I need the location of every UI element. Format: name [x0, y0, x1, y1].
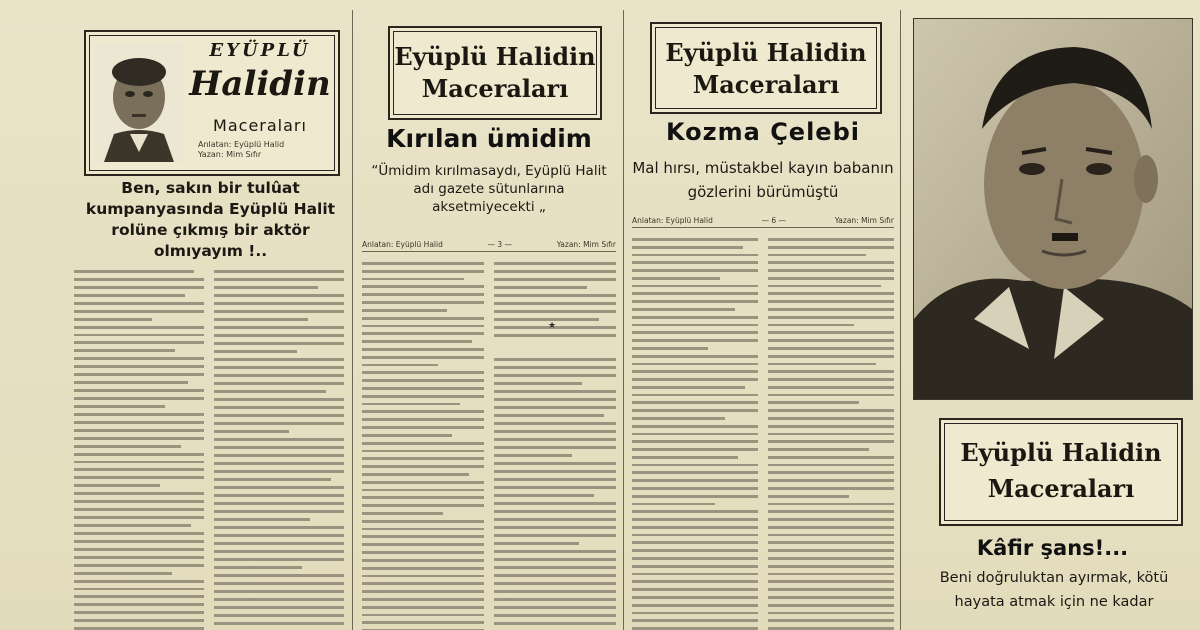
byline-number: — 3 —	[487, 240, 513, 249]
byline	[632, 216, 894, 228]
byline-number: — 6 —	[761, 216, 787, 225]
section-star: ★	[548, 321, 557, 331]
masthead-line3: Maceraları	[213, 116, 307, 135]
column-rule	[623, 10, 624, 630]
masthead-line2: Halidin	[189, 64, 331, 104]
article-lede: Beni doğruluktan ayırmak, kötü hayata atmak için ne kadar	[939, 570, 1169, 610]
masthead-line1: EYÜPLÜ	[209, 40, 311, 61]
clipping-column-1	[68, 18, 348, 630]
masthead-line2: Maceraları	[421, 74, 569, 103]
byline-anlatan: Anlatan: Eyüplü Halid	[362, 240, 443, 249]
byline-anlatan: Anlatan: Eyüplü Halid	[198, 140, 285, 149]
article-lede: Mal hırsı, müstakbel kayın babanın gözlerini bürümüştü	[632, 159, 894, 201]
portrait-photo	[94, 42, 184, 162]
masthead-line2: Maceraları	[987, 474, 1135, 503]
masthead-line1: Eyüplü Halidin	[960, 438, 1162, 467]
masthead-line1: Eyüplü Halidin	[394, 42, 596, 71]
article-body-text	[362, 262, 616, 630]
byline-anlatan: Anlatan: Eyüplü Halid	[632, 216, 713, 225]
clipping-column-3	[628, 18, 898, 630]
article-headline: Kozma Çelebi	[666, 118, 860, 146]
masthead-line2: Maceraları	[692, 70, 840, 99]
masthead-box	[939, 418, 1183, 526]
byline-yazan: Yazan: Mim Sıfır	[198, 150, 262, 159]
article-lede: Ben, sakın bir tulûat kumpanyasında Eyüplü Halit rolüne çıkmış bir aktör olmıyayım !..	[85, 179, 336, 260]
article-quote: “Ümidim kırılmasaydı, Eyüplü Halit adı gazete sütunlarına aksetmiyecekti „	[371, 163, 607, 215]
portrait-photo-large	[913, 18, 1193, 400]
article-headline: Kırılan ümidim	[386, 124, 592, 153]
byline-yazan: Yazan: Mim Sıfır	[834, 216, 894, 225]
clipping-column-4	[905, 18, 1200, 630]
clipping-column-2	[358, 18, 620, 630]
article-headline: Kâfir şans!...	[976, 536, 1129, 560]
column-rule	[900, 10, 901, 630]
masthead-box	[388, 26, 602, 120]
masthead-line1: Eyüplü Halidin	[665, 38, 867, 67]
article-body-text	[632, 238, 894, 630]
byline-block	[198, 140, 284, 160]
masthead-box	[84, 30, 340, 176]
column-rule	[352, 10, 353, 630]
article-body-text	[74, 270, 344, 630]
masthead-box	[650, 22, 882, 114]
byline-yazan: Yazan: Mim Sıfır	[556, 240, 616, 249]
byline	[362, 240, 616, 252]
